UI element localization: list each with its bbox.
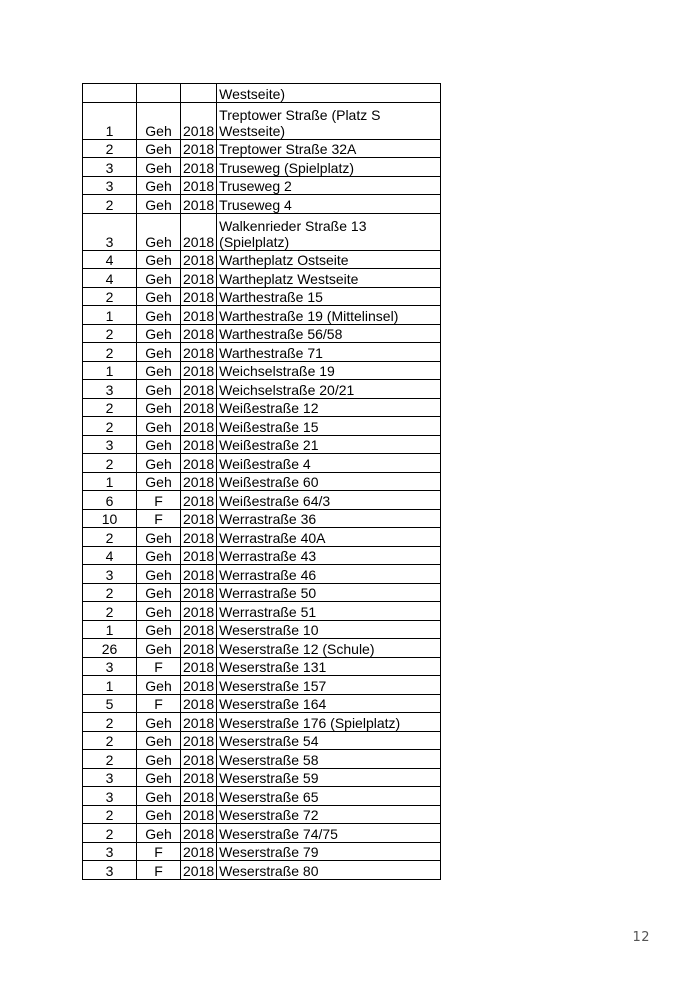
address-cell: Weichselstraße 20/21 [217, 380, 441, 399]
type-cell: F [137, 861, 181, 880]
address-cell: Werrastraße 51 [217, 602, 441, 621]
year-cell: 2018 [181, 750, 217, 769]
type-cell: Geh [137, 768, 181, 787]
table-row [83, 250, 441, 269]
count-cell: 3 [83, 213, 137, 250]
address-cell: Warthestraße 71 [217, 343, 441, 362]
address-cell: Weserstraße 65 [217, 787, 441, 806]
year-cell: 2018 [181, 176, 217, 195]
year-cell: 2018 [181, 454, 217, 473]
year-cell: 2018 [181, 546, 217, 565]
table-row [83, 84, 441, 103]
address-cell: Treptower Straße (Platz S Westseite) [217, 102, 441, 139]
address-cell: Weserstraße 157 [217, 676, 441, 695]
table-row [83, 195, 441, 214]
address-cell: Weißestraße 64/3 [217, 491, 441, 510]
type-cell: Geh [137, 713, 181, 732]
address-cell: Warthestraße 56/58 [217, 324, 441, 343]
address-cell: Weißestraße 21 [217, 435, 441, 454]
table-row [83, 657, 441, 676]
type-cell: Geh [137, 306, 181, 325]
type-cell: Geh [137, 102, 181, 139]
address-cell: Werrastraße 40A [217, 528, 441, 547]
table-row [83, 102, 441, 139]
table-row [83, 398, 441, 417]
count-cell: 2 [83, 454, 137, 473]
table-row [83, 602, 441, 621]
type-cell: Geh [137, 620, 181, 639]
count-cell: 2 [83, 324, 137, 343]
count-cell: 2 [83, 287, 137, 306]
address-cell: Warthestraße 15 [217, 287, 441, 306]
table-row [83, 139, 441, 158]
type-cell: Geh [137, 565, 181, 584]
year-cell: 2018 [181, 158, 217, 177]
table-row [83, 805, 441, 824]
count-cell: 1 [83, 472, 137, 491]
table-row [83, 842, 441, 861]
type-cell: Geh [137, 472, 181, 491]
type-cell: Geh [137, 824, 181, 843]
type-cell: Geh [137, 583, 181, 602]
table-row [83, 158, 441, 177]
year-cell: 2018 [181, 213, 217, 250]
type-cell: Geh [137, 676, 181, 695]
table-row [83, 380, 441, 399]
year-cell: 2018 [181, 343, 217, 362]
year-cell: 2018 [181, 102, 217, 139]
count-cell: 3 [83, 657, 137, 676]
count-cell: 3 [83, 861, 137, 880]
address-cell: Walkenrieder Straße 13 (Spielplatz) [217, 213, 441, 250]
year-cell: 2018 [181, 380, 217, 399]
table-row [83, 213, 441, 250]
count-cell [83, 84, 137, 103]
address-table-body [83, 84, 441, 880]
address-cell: Weserstraße 59 [217, 768, 441, 787]
count-cell: 4 [83, 546, 137, 565]
address-cell: Werrastraße 46 [217, 565, 441, 584]
count-cell: 1 [83, 361, 137, 380]
type-cell: Geh [137, 380, 181, 399]
count-cell: 2 [83, 343, 137, 362]
year-cell: 2018 [181, 824, 217, 843]
table-row [83, 306, 441, 325]
year-cell: 2018 [181, 842, 217, 861]
type-cell: F [137, 657, 181, 676]
page-number: 12 [632, 930, 650, 945]
year-cell: 2018 [181, 583, 217, 602]
year-cell: 2018 [181, 805, 217, 824]
type-cell: Geh [137, 287, 181, 306]
year-cell: 2018 [181, 620, 217, 639]
count-cell: 2 [83, 805, 137, 824]
address-cell: Weißestraße 15 [217, 417, 441, 436]
address-cell: Werrastraße 50 [217, 583, 441, 602]
address-cell: Werrastraße 36 [217, 509, 441, 528]
address-cell: Weichselstraße 19 [217, 361, 441, 380]
year-cell: 2018 [181, 731, 217, 750]
count-cell: 3 [83, 842, 137, 861]
table-row [83, 472, 441, 491]
address-cell: Wartheplatz Westseite [217, 269, 441, 288]
table-row [83, 565, 441, 584]
type-cell: Geh [137, 435, 181, 454]
table-row [83, 528, 441, 547]
address-cell: Weißestraße 12 [217, 398, 441, 417]
table-row [83, 361, 441, 380]
count-cell: 3 [83, 176, 137, 195]
table-row [83, 620, 441, 639]
type-cell: Geh [137, 361, 181, 380]
count-cell: 3 [83, 787, 137, 806]
table-row [83, 324, 441, 343]
address-table [82, 83, 441, 880]
year-cell: 2018 [181, 657, 217, 676]
type-cell: Geh [137, 343, 181, 362]
type-cell: Geh [137, 269, 181, 288]
count-cell: 3 [83, 158, 137, 177]
table-row [83, 509, 441, 528]
address-cell: Weserstraße 12 (Schule) [217, 639, 441, 658]
count-cell: 3 [83, 435, 137, 454]
count-cell: 1 [83, 676, 137, 695]
table-row [83, 731, 441, 750]
count-cell: 2 [83, 195, 137, 214]
count-cell: 2 [83, 713, 137, 732]
year-cell [181, 84, 217, 103]
count-cell: 2 [83, 139, 137, 158]
count-cell: 10 [83, 509, 137, 528]
year-cell: 2018 [181, 306, 217, 325]
table-row [83, 768, 441, 787]
address-cell: Weserstraße 176 (Spielplatz) [217, 713, 441, 732]
year-cell: 2018 [181, 713, 217, 732]
type-cell: Geh [137, 195, 181, 214]
year-cell: 2018 [181, 509, 217, 528]
count-cell: 1 [83, 306, 137, 325]
type-cell [137, 84, 181, 103]
address-cell: Weserstraße 58 [217, 750, 441, 769]
count-cell: 2 [83, 528, 137, 547]
address-cell: Truseweg (Spielplatz) [217, 158, 441, 177]
year-cell: 2018 [181, 195, 217, 214]
address-cell: Weserstraße 74/75 [217, 824, 441, 843]
type-cell: Geh [137, 528, 181, 547]
type-cell: Geh [137, 176, 181, 195]
address-cell: Truseweg 2 [217, 176, 441, 195]
year-cell: 2018 [181, 287, 217, 306]
type-cell: Geh [137, 805, 181, 824]
table-row [83, 287, 441, 306]
table-row [83, 676, 441, 695]
count-cell: 5 [83, 694, 137, 713]
count-cell: 2 [83, 602, 137, 621]
year-cell: 2018 [181, 472, 217, 491]
count-cell: 3 [83, 380, 137, 399]
type-cell: F [137, 842, 181, 861]
count-cell: 2 [83, 417, 137, 436]
year-cell: 2018 [181, 694, 217, 713]
type-cell: Geh [137, 454, 181, 473]
address-cell: Weserstraße 80 [217, 861, 441, 880]
address-cell: Westseite) [217, 84, 441, 103]
type-cell: Geh [137, 250, 181, 269]
count-cell: 2 [83, 398, 137, 417]
table-row [83, 750, 441, 769]
table-row [83, 787, 441, 806]
year-cell: 2018 [181, 324, 217, 343]
type-cell: Geh [137, 787, 181, 806]
address-cell: Weserstraße 79 [217, 842, 441, 861]
count-cell: 2 [83, 583, 137, 602]
count-cell: 4 [83, 269, 137, 288]
table-row [83, 639, 441, 658]
table-row [83, 824, 441, 843]
count-cell: 3 [83, 768, 137, 787]
type-cell: Geh [137, 158, 181, 177]
address-cell: Weserstraße 54 [217, 731, 441, 750]
address-cell: Weserstraße 131 [217, 657, 441, 676]
count-cell: 26 [83, 639, 137, 658]
year-cell: 2018 [181, 435, 217, 454]
year-cell: 2018 [181, 250, 217, 269]
type-cell: Geh [137, 750, 181, 769]
count-cell: 2 [83, 824, 137, 843]
count-cell: 4 [83, 250, 137, 269]
address-cell: Wartheplatz Ostseite [217, 250, 441, 269]
table-row [83, 454, 441, 473]
count-cell: 2 [83, 731, 137, 750]
address-cell: Weißestraße 60 [217, 472, 441, 491]
year-cell: 2018 [181, 361, 217, 380]
table-row [83, 713, 441, 732]
type-cell: F [137, 491, 181, 510]
type-cell: Geh [137, 602, 181, 621]
type-cell: Geh [137, 213, 181, 250]
address-cell: Weserstraße 10 [217, 620, 441, 639]
year-cell: 2018 [181, 602, 217, 621]
count-cell: 2 [83, 750, 137, 769]
address-cell: Werrastraße 43 [217, 546, 441, 565]
year-cell: 2018 [181, 139, 217, 158]
type-cell: F [137, 694, 181, 713]
year-cell: 2018 [181, 528, 217, 547]
count-cell: 1 [83, 102, 137, 139]
count-cell: 3 [83, 565, 137, 584]
year-cell: 2018 [181, 861, 217, 880]
table-row [83, 546, 441, 565]
type-cell: Geh [137, 398, 181, 417]
count-cell: 6 [83, 491, 137, 510]
table-row [83, 583, 441, 602]
type-cell: Geh [137, 417, 181, 436]
year-cell: 2018 [181, 491, 217, 510]
type-cell: F [137, 509, 181, 528]
year-cell: 2018 [181, 417, 217, 436]
type-cell: Geh [137, 139, 181, 158]
table-row [83, 269, 441, 288]
year-cell: 2018 [181, 269, 217, 288]
table-row [83, 343, 441, 362]
table-row [83, 861, 441, 880]
address-cell: Truseweg 4 [217, 195, 441, 214]
address-cell: Weserstraße 164 [217, 694, 441, 713]
table-row [83, 176, 441, 195]
year-cell: 2018 [181, 768, 217, 787]
type-cell: Geh [137, 639, 181, 658]
year-cell: 2018 [181, 398, 217, 417]
address-cell: Weserstraße 72 [217, 805, 441, 824]
type-cell: Geh [137, 546, 181, 565]
address-cell: Weißestraße 4 [217, 454, 441, 473]
table-row [83, 491, 441, 510]
table-row [83, 694, 441, 713]
year-cell: 2018 [181, 565, 217, 584]
address-cell: Treptower Straße 32A [217, 139, 441, 158]
year-cell: 2018 [181, 639, 217, 658]
year-cell: 2018 [181, 787, 217, 806]
type-cell: Geh [137, 324, 181, 343]
year-cell: 2018 [181, 676, 217, 695]
count-cell: 1 [83, 620, 137, 639]
address-cell: Warthestraße 19 (Mittelinsel) [217, 306, 441, 325]
table-row [83, 417, 441, 436]
table-row [83, 435, 441, 454]
type-cell: Geh [137, 731, 181, 750]
